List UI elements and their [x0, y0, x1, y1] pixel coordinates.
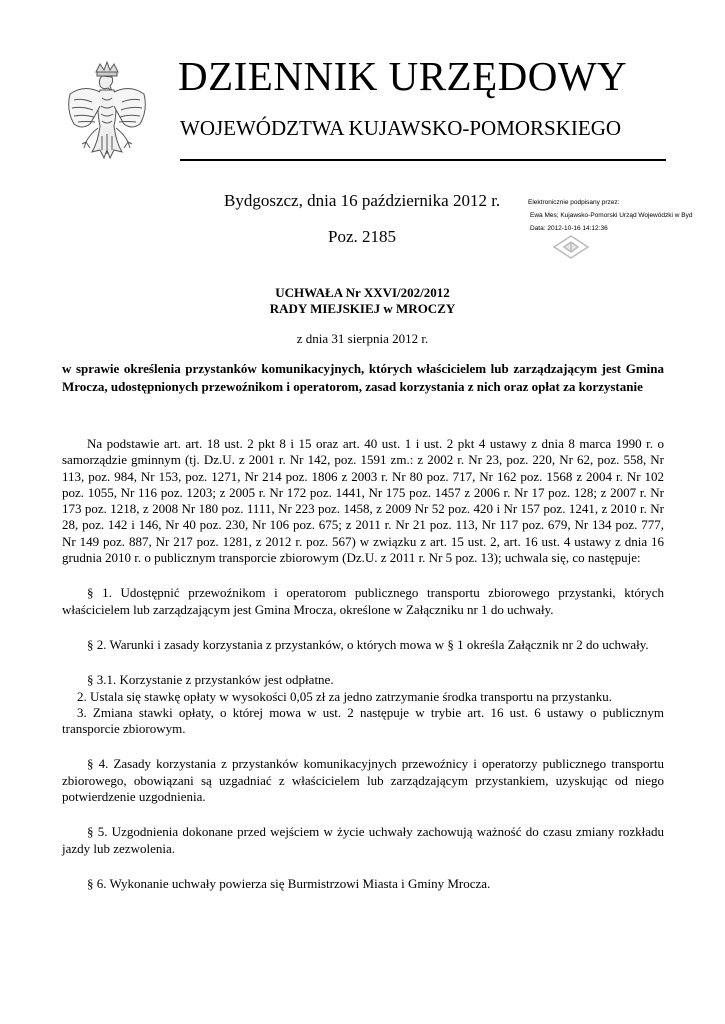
resolution-body — [62, 436, 664, 911]
paragraph-3-item-1: § 3.1. Korzystanie z przystanków jest odpłatne. — [87, 672, 334, 688]
resolution-title — [0, 285, 725, 317]
signature-mark-icon — [550, 232, 592, 262]
gazette-title: DZIENNIK URZĘDOWY — [178, 53, 628, 99]
position-number: Poz. 2185 — [328, 227, 396, 246]
resolution-number: UCHWAŁA Nr XXVI/202/2012 — [275, 285, 450, 300]
preamble: Na podstawie art. art. 18 ust. 2 pkt 8 i 15 oraz art. 40 ust. 1 i ust. 2 pkt 4 ustawy z dnia 8 marca 1990 r. o samorządzie gminnym (tj. Dz.U. z 2001 r. Nr 142, poz. 1591 zm.: z 2002 r. Nr 23, poz. 220, Nr 62, poz. 558, Nr 113, poz. 984, Nr 153, poz. 1271, Nr 214 poz. 1806 z 2003 r. Nr 80 poz. 717, Nr 162 poz. 1568 z 2004 r. Nr 102 poz. 1055, Nr 116 poz. 1203; z 2005 r. Nr 172 poz. 1441, Nr 175 poz. 1457 z 2006 r. Nr 17 poz. 128; z 2007 r. Nr 173 poz. 1218, z 2008 Nr 180 poz. 1111, Nr 223 poz. 1458, z 2009 Nr 52 poz. 420 i Nr 157 poz. 1241, z 2010 r. Nr 28, poz. 142 i 146, Nr 40 poz. 230, Nr 106 poz. 675; z 2011 r. Nr 21 poz. 113, Nr 117 poz. 679, Nr 134 poz. 777, Nr 149 poz. 887, Nr 217 poz. 1281, z 2012 r. poz. 567) w związku z art. 15 ust. 2, art. 16 ust. 4 ustawy z dnia 16 grudnia 2010 r. o publicznym transporcie zbiorowym (Dz.U. z 2011 r. Nr 5 poz. 13); uchwala się, co następuje: — [62, 436, 664, 566]
polish-eagle-icon — [62, 58, 152, 170]
signature-label: Elektronicznie podpisany przez: — [528, 199, 620, 206]
gazette-subtitle: WOJEWÓDZTWA KUJAWSKO-POMORSKIEGO — [180, 116, 622, 140]
paragraph-4: § 4. Zasady korzystania z przystanków komunikacyjnych przewoźnicy i operatorzy publicznego transportu zbiorowego, obowiązani są uzgadniać z właścicielem lub zarządzającym przystankiem, uzyskując od niego potwierdzenie uzgodnienia. — [62, 756, 664, 805]
paragraph-3 — [62, 672, 664, 737]
paragraph-6: § 6. Wykonanie uchwały powierza się Burmistrzowi Miasta i Gminy Mrocza. — [87, 875, 491, 891]
signature-signer: Ewa Mes; Kujawsko-Pomorski Urząd Wojewódzki w Byd — [530, 212, 693, 219]
masthead-divider — [180, 159, 666, 161]
place-date: Bydgoszcz, dnia 16 października 2012 r. — [224, 191, 501, 210]
paragraph-5: § 5. Uzgodnienia dokonane przed wejściem w życie uchwały zachowują ważność do czasu zmiany rozkładu jazdy lub zezwolenia. — [62, 824, 664, 856]
council-name: RADY MIEJSKIEJ w MROCZY — [269, 301, 456, 316]
paragraph-3-item-3: 3. Zmiana stawki opłaty, o której mowa w ust. 2 następuje w trybie art. 16 ust. 6 ustawy o publicznym transporcie zbiorowym. — [62, 704, 664, 737]
paragraph-1: § 1. Udostępnić przewoźnikom i operatorom publicznego transportu zbiorowego przystanki, których właścicielem lub zarządzającym jest Gmina Mrocza, określone w Załączniku nr 1 do uchwały. — [62, 585, 664, 617]
electronic-signature-box — [528, 196, 718, 266]
paragraph-2: § 2. Warunki i zasady korzystania z przystanków, o których mowa w § 1 określa Załącznik nr 2 do uchwały. — [87, 636, 649, 652]
resolution-date: z dnia 31 sierpnia 2012 r. — [296, 331, 429, 346]
signature-date: Data: 2012-10-16 14:12:36 — [530, 225, 608, 232]
resolution-subject: w sprawie określenia przystanków komunikacyjnych, których właścicielem lub zarządzającym jest Gmina Mrocza, udostępnionych przewoźnikom i operatorom, zasad korzystania z nich oraz opłat za korzystanie — [62, 361, 664, 394]
paragraph-3-item-2: 2. Ustala się stawkę opłaty w wysokości 0,05 zł za jedno zatrzymanie środka transportu na przystanku. — [77, 688, 613, 704]
